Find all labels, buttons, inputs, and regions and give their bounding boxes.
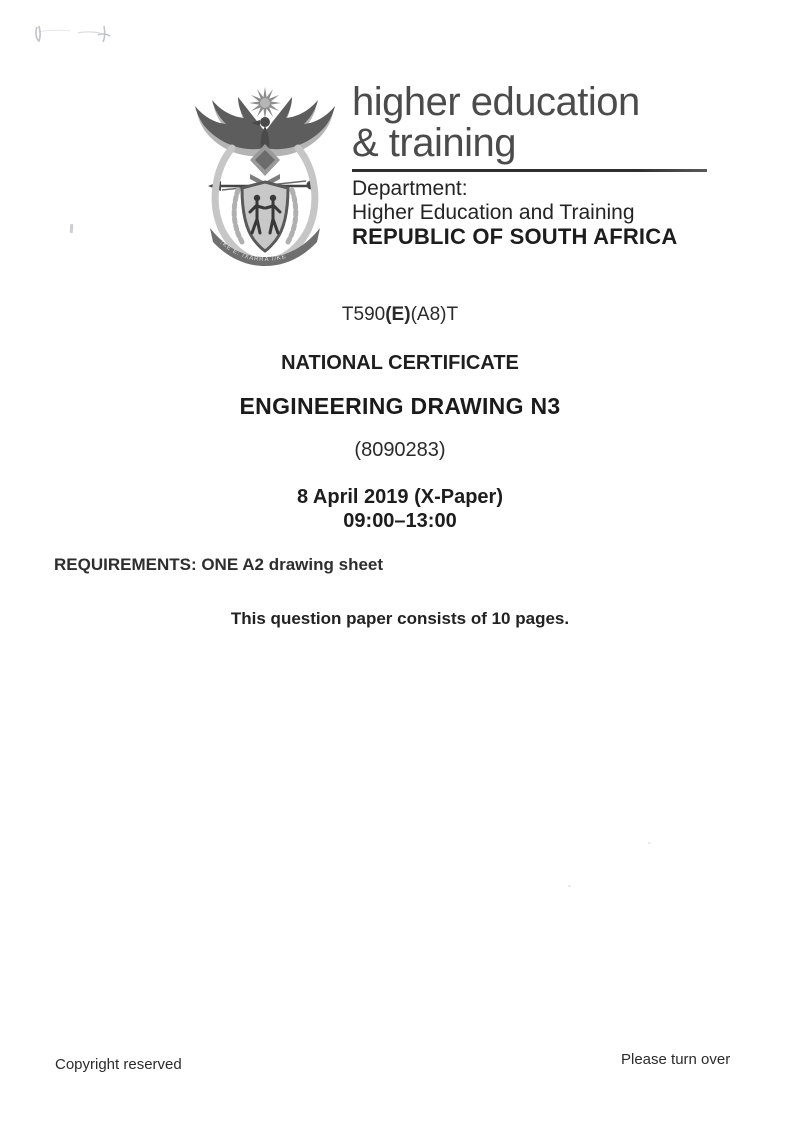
pencil-scribble-mark bbox=[28, 20, 128, 48]
shield-icon bbox=[242, 182, 288, 251]
paper-code-suffix: (A8)T bbox=[410, 304, 459, 325]
coat-of-arms-emblem bbox=[188, 86, 342, 272]
masthead-divider bbox=[352, 169, 707, 172]
scan-speck bbox=[648, 842, 651, 844]
sun-rays-icon bbox=[249, 87, 281, 119]
pages-note: This question paper consists of 10 pages. bbox=[230, 609, 570, 628]
department-name: Higher Education and Training bbox=[352, 200, 635, 224]
exam-time: 09:00–13:00 bbox=[343, 510, 457, 532]
subject-code: (8090283) bbox=[354, 439, 446, 461]
scan-artifact bbox=[70, 224, 74, 233]
paper-code bbox=[0, 304, 800, 326]
paper-code-bold: (E) bbox=[385, 304, 411, 325]
wordmark bbox=[352, 82, 640, 164]
scan-speck bbox=[568, 885, 571, 887]
motto-text: !KE E: /XARRA //KE bbox=[218, 240, 288, 264]
turn-over-note: Please turn over bbox=[621, 1051, 731, 1068]
copyright-note: Copyright reserved bbox=[55, 1056, 182, 1073]
exam-date: 8 April 2019 (X-Paper) bbox=[296, 486, 503, 508]
country-name: REPUBLIC OF SOUTH AFRICA bbox=[352, 224, 678, 249]
certificate-heading: NATIONAL CERTIFICATE bbox=[281, 352, 519, 374]
department-label: Department: bbox=[352, 177, 468, 200]
requirements-line: REQUIREMENTS: ONE A2 drawing sheet bbox=[54, 555, 384, 574]
paper-code-prefix: T590 bbox=[341, 304, 386, 325]
department-block bbox=[352, 177, 677, 249]
wordmark-line2: & training bbox=[352, 121, 516, 165]
subject-title: ENGINEERING DRAWING N3 bbox=[239, 393, 561, 419]
wordmark-line1: higher education bbox=[352, 80, 640, 124]
